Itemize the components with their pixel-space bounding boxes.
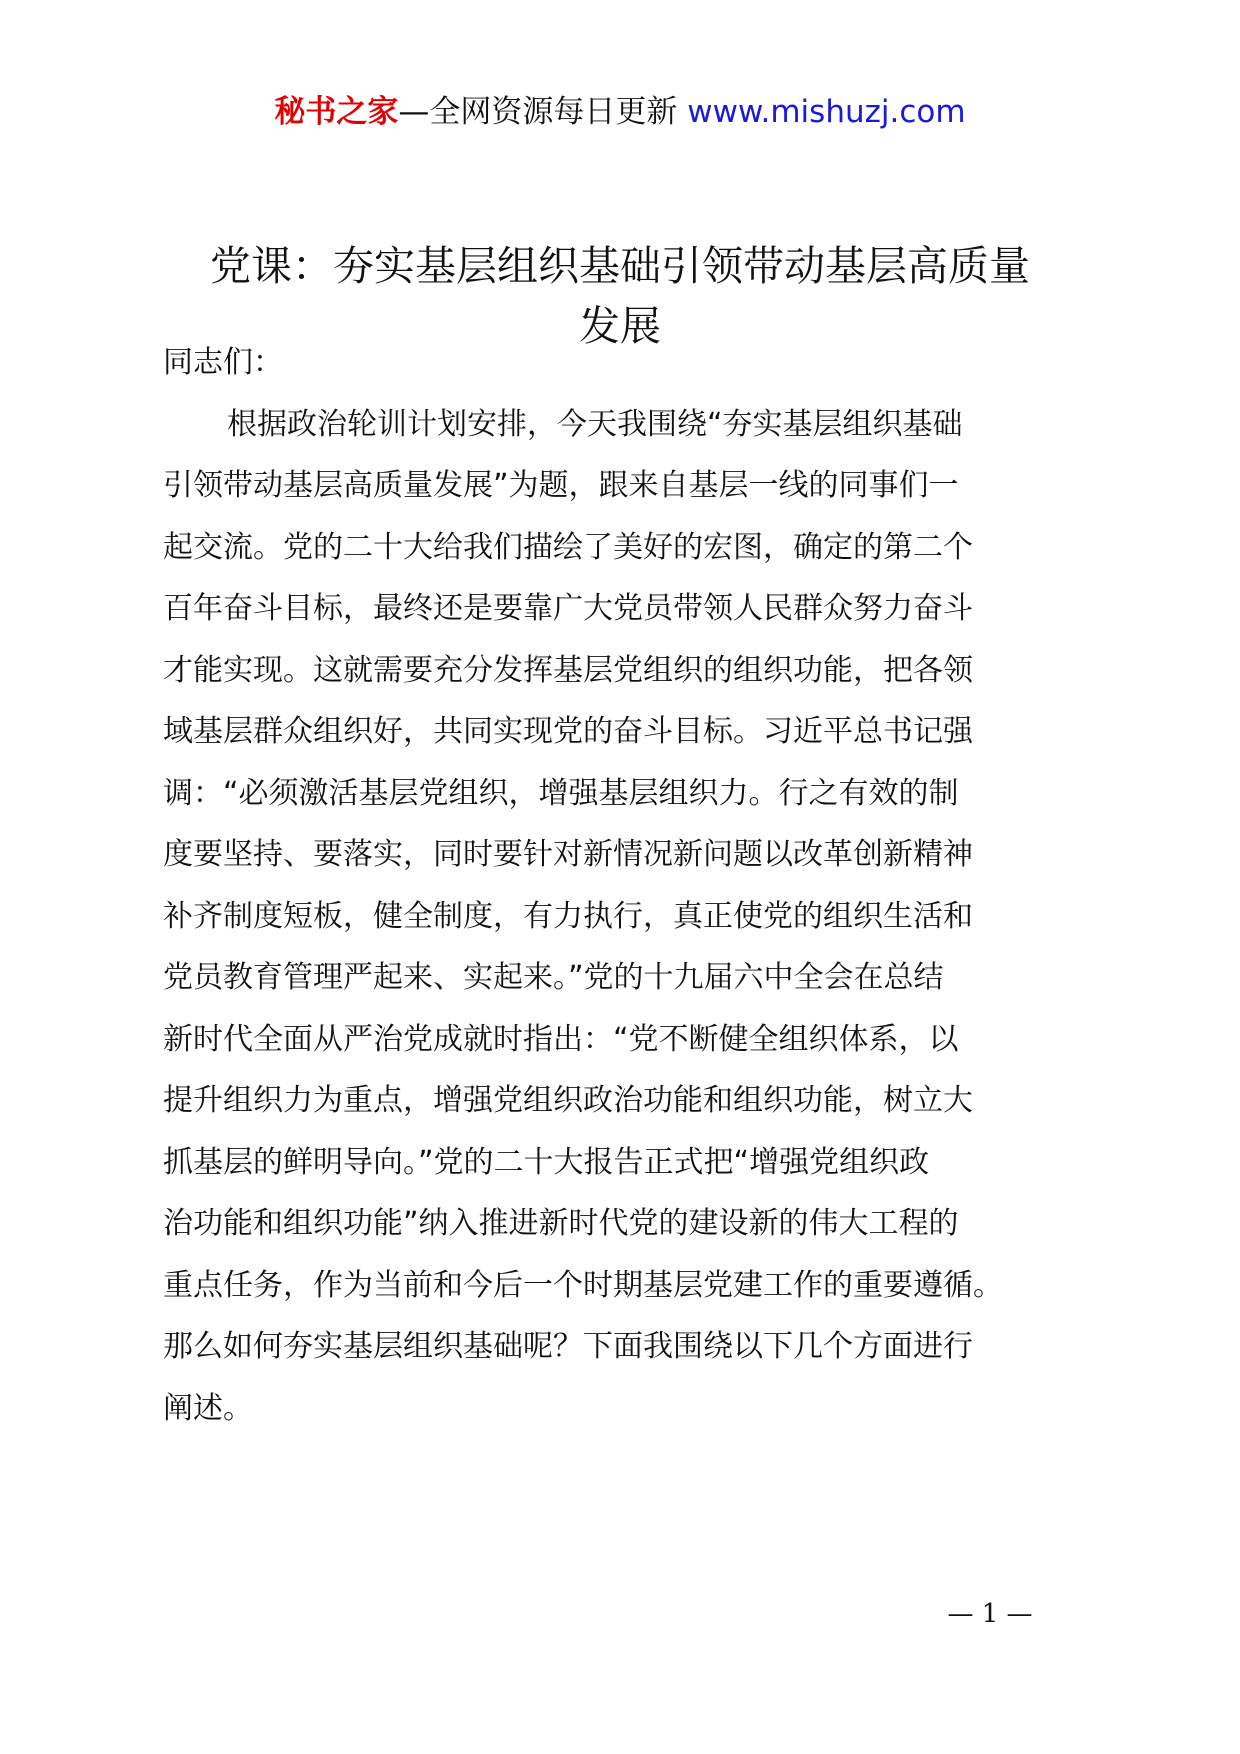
body-paragraph xyxy=(163,394,1083,1440)
salutation: 同志们： xyxy=(163,345,283,380)
paragraph-line: 新时代全面从严治党成就时指出：“党不断健全组织体系，以 xyxy=(163,1021,959,1057)
paragraph-line: 百年奋斗目标，最终还是要靠广大党员带领人民群众努力奋斗 xyxy=(163,591,973,626)
paragraph-line: 那么如何夯实基层组织基础呢？下面我围绕以下几个方面进行 xyxy=(163,1329,973,1364)
paragraph-line: 阐述。 xyxy=(163,1390,253,1426)
page-number: — 1 — xyxy=(947,1599,1033,1629)
paragraph-line: 治功能和组织功能”纳入推进新时代党的建设新的伟大工程的 xyxy=(163,1206,959,1241)
paragraph-line: 抓基层的鲜明导向。”党的二十大报告正式把“增强党组织政 xyxy=(163,1144,930,1180)
site-url-link[interactable]: www.mishuzj.com xyxy=(687,94,966,130)
paragraph-line: 调：“必须激活基层党组织，增强基层组织力。行之有效的制 xyxy=(163,775,959,811)
paragraph-line: 提升组织力为重点，增强党组织政治功能和组织功能，树立大 xyxy=(163,1083,973,1118)
site-header xyxy=(0,92,1240,132)
paragraph-line: 起交流。党的二十大给我们描绘了美好的宏图，确定的第二个 xyxy=(163,529,973,565)
paragraph-line: 引领带动基层高质量发展”为题，跟来自基层一线的同事们一 xyxy=(163,468,959,503)
paragraph-line: 党员教育管理严起来、实起来。”党的十九届六中全会在总结 xyxy=(163,960,944,995)
site-brand: 秘书之家 xyxy=(274,94,399,130)
paragraph-line: 根据政治轮训计划安排，今天我围绕“夯实基层组织基础 xyxy=(227,406,963,442)
title-line: 党课：夯实基层组织基础引领带动基层高质量 xyxy=(210,242,1030,290)
paragraph-line: 才能实现。这就需要充分发挥基层党组织的组织功能，把各领 xyxy=(163,652,973,688)
document-body xyxy=(163,332,1083,1439)
paragraph-line: 度要坚持、要落实，同时要针对新情况新问题以改革创新精神 xyxy=(163,837,973,872)
paragraph-line: 域基层群众组织好，共同实现党的奋斗目标。习近平总书记强 xyxy=(163,714,973,749)
site-tagline: —全网资源每日更新 xyxy=(398,94,688,130)
paragraph-line: 重点任务，作为当前和今后一个时期基层党建工作的重要遵循。 xyxy=(163,1267,1003,1303)
title-line: 发展 xyxy=(579,302,661,350)
paragraph-line: 补齐制度短板，健全制度，有力执行，真正使党的组织生活和 xyxy=(163,898,973,934)
